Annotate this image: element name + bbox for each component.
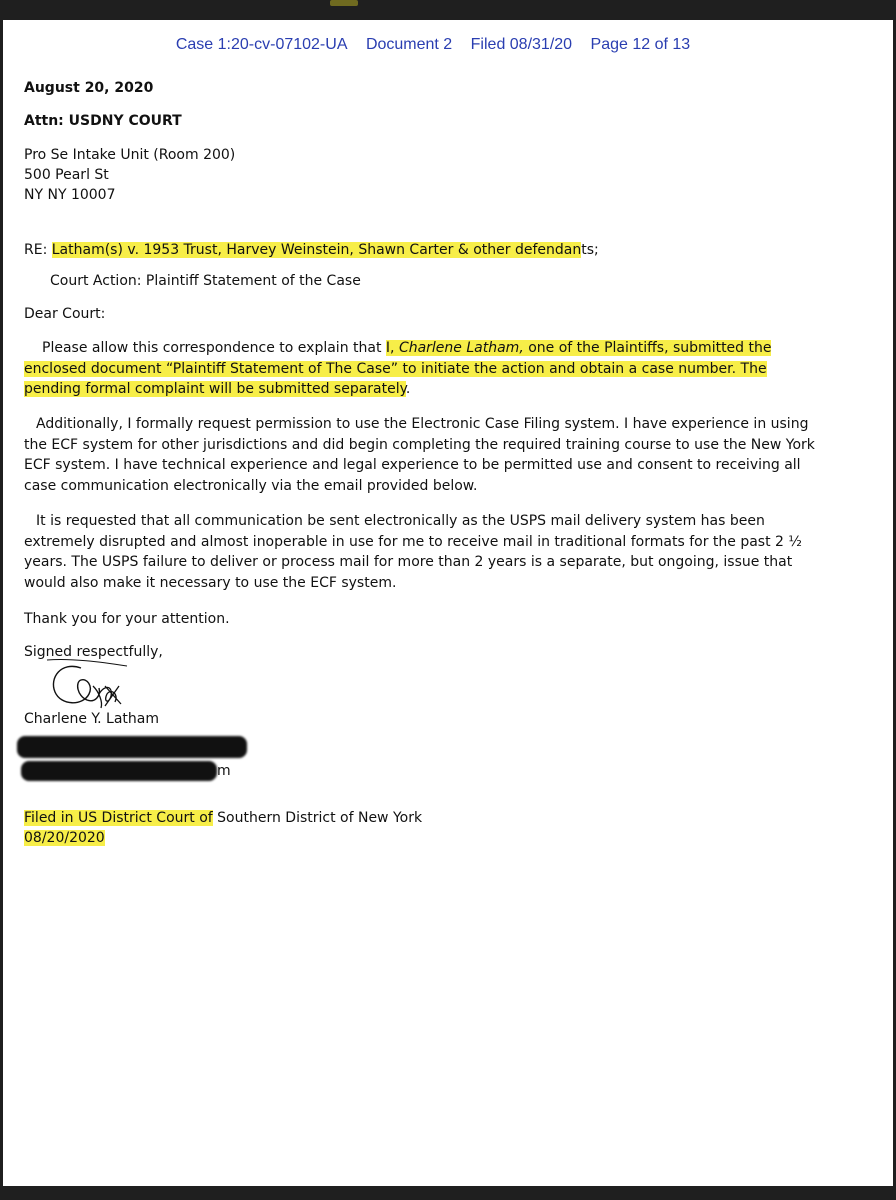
letter-date: August 20, 2020 [24,80,154,96]
filed-line [24,808,422,828]
closing-thanks: Thank you for your attention. [24,611,230,627]
plaintiff-name: Charlene Latham, [398,340,524,356]
court-action: Court Action: Plaintiff Statement of the Case [50,273,361,289]
document-number: Document 2 [365,36,453,53]
top-marker [330,0,358,6]
re-line [24,240,599,260]
redaction-phone [17,736,247,758]
redaction-email [21,761,217,781]
page-number: Page 12 of 13 [590,36,691,53]
p1-text-b: I, [385,340,399,356]
signer-name: Charlene Y. Latham [24,711,159,727]
paragraph-1 [24,338,824,400]
paragraph-2: Additionally, I formally request permission to use the Electronic Case Filing system. I have experience in using the ECF system for other jurisdictions and did begin completing the required training course to use the New York ECF system. I have technical experience and legal experience to be permitted use and consent to receiving all case communication electronically via the email provided below. [24,416,815,495]
case-header [3,36,863,54]
address-line-2: 500 Pearl St [24,167,109,183]
filed-rest: Southern District of New York [212,810,423,826]
signature-image [41,656,141,714]
address-line-3: NY NY 10007 [24,187,116,203]
case-number: Case 1:20-cv-07102-UA [175,36,348,53]
paragraph-3: It is requested that all communication be sent electronically as the USPS mail delivery system has been extremely disrupted and almost inoperable in use for me to receive mail in traditional formats for the past 2 ½ years. The USPS failure to deliver or process mail for more than 2 years is a separate, but ongoing, issue that would also make it necessary to use the ECF system. [24,513,802,592]
salutation: Dear Court: [24,306,106,322]
p1-text-c: one of the Plaintiffs, submitted the enclosed document “Plaintiff Statement of The Case” to initiate the action and obtain a case number. The pending formal complaint will be submitted separately [24,340,772,398]
filed-date: Filed 08/31/20 [470,36,573,53]
filed-date-highlight: 08/20/2020 [24,830,105,846]
viewer-top-bar [0,0,896,20]
filed-highlight: Filed in US District Court of [24,810,213,826]
filed-date-line [24,828,105,848]
email-tail: m [217,763,231,779]
address-line-1: Pro Se Intake Unit (Room 200) [24,147,236,163]
re-suffix: ts; [581,242,599,258]
re-prefix: RE: [24,242,52,258]
closing-signed: Signed respectfully, [24,644,163,660]
document-page [3,20,893,1186]
letter-attn: Attn: USDNY COURT [24,113,182,129]
p1-text-a: Please allow this correspondence to explain that [42,340,386,356]
re-highlight: Latham(s) v. 1953 Trust, Harvey Weinstein, Shawn Carter & other defendan [51,242,582,258]
p1-text-d: . [405,381,411,398]
